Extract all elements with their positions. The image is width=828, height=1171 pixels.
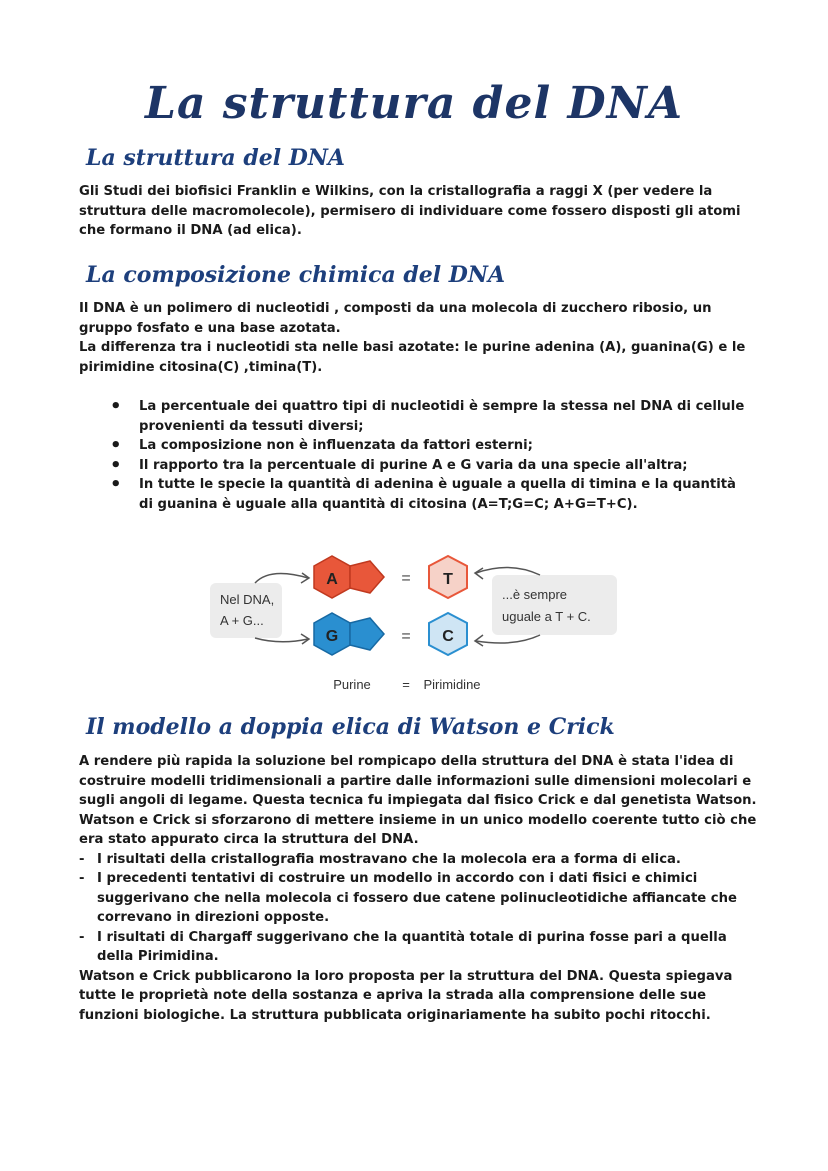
base-g-label: G	[325, 628, 339, 645]
arrow-to-a-icon	[255, 574, 308, 583]
equals-sign: =	[402, 677, 410, 692]
arrow-to-g-icon	[255, 638, 308, 642]
composition-bullet-list	[110, 397, 750, 514]
paragraph-text: Watson e Crick pubblicarono la loro proposta per la struttura del DNA. Questa spiegava tutte le proprietà note della sostanza e apriva la strada alla comprensione delle sue funzioni biologiche. La struttura pubblicata originariamente ha subito pochi ritocchi.	[79, 968, 733, 1023]
chargaff-rule-diagram	[210, 553, 630, 698]
arrow-to-t-icon	[476, 567, 540, 575]
list-item: • La composizione non è influenzata da fattori esterni;	[110, 436, 750, 456]
pyrimidine-label: Pirimidine	[423, 677, 481, 692]
list-item: • La percentuale dei quattro tipi di nucleotidi è sempre la stessa nel DNA di cellule provenienti da tessuti diversi;	[110, 397, 750, 436]
purine-g-icon	[314, 613, 384, 655]
list-item: - I risultati della cristallografia mostravano che la molecola era a forma di elica.	[79, 850, 759, 870]
section-heading-double-helix: Il modello a doppia elica di Watson e Crick	[86, 714, 615, 740]
purine-label: Purine	[333, 677, 371, 692]
right-callout-line1: ...è sempre	[502, 587, 568, 602]
paragraph-text: La differenza tra i nucleotidi sta nelle basi azotate: le purine adenina (A), guanina(G) e le pirimidine citosina(C) ,timina(T).	[79, 340, 746, 375]
section-heading-structure: La struttura del DNA	[86, 145, 345, 171]
evidence-dash-list	[79, 850, 759, 967]
paragraph-double-helix	[79, 752, 759, 1025]
right-callout-box	[492, 575, 617, 635]
equals-sign: =	[401, 628, 411, 645]
base-a-label: A	[326, 571, 338, 588]
arrow-to-c-icon	[476, 635, 540, 643]
paragraph-text: Il DNA è un polimero di nucleotidi , composti da una molecola di zucchero ribosio, un gruppo fosfato e una base azotata.	[79, 301, 712, 336]
list-item: - I risultati di Chargaff suggerivano che la quantità totale di purina fosse pari a quella della Pirimidina.	[79, 928, 759, 967]
base-t-label: T	[443, 571, 453, 588]
right-callout-line2: uguale a T + C.	[502, 609, 591, 624]
base-c-label: C	[442, 628, 454, 645]
equals-sign: =	[401, 570, 411, 587]
paragraph-text: Watson e Crick si sforzarono di mettere insieme in un unico modello coerente tutto ciò che era stato appurato circa la struttura del DNA.	[79, 812, 757, 847]
left-callout-line2: A + G...	[220, 613, 264, 628]
list-item: • In tutte le specie la quantità di adenina è uguale a quella di timina e la quantità di guanina è uguale alla quantità di citosina (A=T;G=C; A+G=T+C).	[110, 475, 750, 514]
purine-a-icon	[314, 556, 384, 598]
section-heading-composition: La composizione chimica del DNA	[86, 262, 506, 288]
paragraph-text: A rendere più rapida la soluzione bel rompicapo della struttura del DNA è stata l'idea di costruire modelli tridimensionali a partire dalle informazioni sulle dimensioni molecolari e sugli angoli di legame. Questa tecnica fu impiegata dal fisico Crick e dal genetista Watson.	[79, 754, 757, 808]
list-item: - I precedenti tentativi di costruire un modello in accordo con i dati fisici e chimici suggerivano che nella molecola ci fossero due catene polinucleotidiche affiancate che correvano in direzioni opposte.	[79, 869, 759, 928]
paragraph-text: Gli Studi dei biofisici Franklin e Wilkins, con la cristallografia a raggi X (per vedere la struttura delle macromolecole), permisero di individuare come fossero disposti gli atomi che formano il DNA (ad elica).	[79, 184, 741, 238]
left-callout-line1: Nel DNA,	[220, 592, 275, 607]
paragraph-structure	[79, 182, 759, 241]
page-title: La struttura del DNA	[145, 78, 683, 129]
list-item: • Il rapporto tra la percentuale di purine A e G varia da una specie all'altra;	[110, 456, 750, 476]
paragraph-composition	[79, 299, 759, 377]
